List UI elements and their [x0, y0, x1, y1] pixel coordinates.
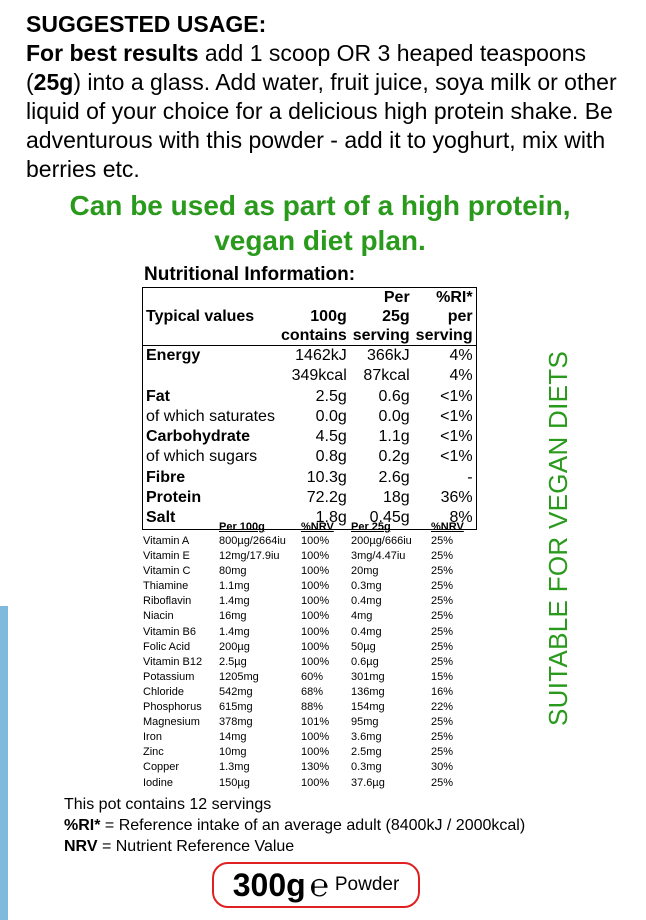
vitamin-row	[143, 594, 471, 609]
vitamin-cell-nrv2: 22%	[431, 701, 454, 714]
vitamin-cell-nrv2: 15%	[431, 670, 454, 683]
vitamin-cell-nrv2: 25%	[431, 776, 454, 789]
vitamin-cell-per25: 0.4mg	[351, 595, 382, 608]
vitamin-cell-nrv1: 100%	[301, 776, 330, 789]
nutrition-cell-per100: 2.5g	[315, 387, 347, 405]
vitamin-cell-per25: 0.6µg	[351, 655, 379, 668]
ri-note	[64, 815, 525, 836]
header-per25-line2: serving	[350, 326, 413, 346]
nutrition-cell-name: Protein	[146, 489, 202, 507]
vitamin-cell-per25: 37.6µg	[351, 776, 385, 789]
nutrition-cell-per25: 1.1g	[378, 428, 410, 446]
vitamin-cell-nrv2: 25%	[431, 550, 454, 563]
vitamin-cell-per100: 1.4mg	[219, 625, 250, 638]
vitamin-cell-name: Vitamin C	[143, 565, 191, 578]
nutrition-cell-per100: 10.3g	[306, 468, 347, 486]
vitamin-cell-per25: 136mg	[351, 685, 385, 698]
usage-best-results: For best results	[26, 40, 199, 66]
vitamin-cell-nrv1: 130%	[301, 761, 330, 774]
nutrition-row	[143, 346, 477, 367]
nutrition-cell-ri: 4%	[449, 347, 473, 364]
nutrition-cell-per25: 2.6g	[378, 468, 410, 486]
usage-heading: SUGGESTED USAGE:	[26, 11, 267, 37]
nutrition-cell-name	[143, 366, 278, 386]
vitamin-cell-per100: 615mg	[219, 701, 253, 714]
vitamin-cell-per25: 0.4mg	[351, 625, 382, 638]
nutrition-cell-per100: 349kcal	[291, 367, 347, 385]
vitamin-cell-name: Chloride	[143, 685, 184, 698]
vitamin-cell-nrv2: 30%	[431, 761, 454, 774]
nutrition-row	[143, 407, 477, 427]
vitamin-cell-nrv1: 68%	[301, 685, 324, 698]
nutrition-row	[143, 447, 477, 467]
vitamin-row	[143, 670, 471, 685]
footer-notes	[64, 794, 525, 857]
vitamin-cell-per25: 3mg/4.47iu	[351, 550, 406, 563]
servings-note: This pot contains 12 servings	[64, 796, 272, 813]
vitamin-cell-nrv1: 100%	[301, 550, 330, 563]
vitamin-cell-name: Copper	[143, 761, 180, 774]
vitamin-row	[143, 700, 471, 715]
weight-value: 300g	[232, 866, 306, 903]
vitamin-cell-nrv1: 100%	[301, 565, 330, 578]
vitamin-cell-per100: 12mg/17.9iu	[219, 550, 280, 563]
vitamin-cell-nrv2: 25%	[431, 640, 454, 653]
nutrition-cell-per25: 0.2g	[378, 448, 410, 466]
left-edge-strip	[0, 606, 8, 920]
vitamins-header-per25: Per 25g	[351, 521, 391, 533]
nutrition-cell-ri: 36%	[440, 489, 473, 507]
vitamin-cell-nrv2: 25%	[431, 535, 454, 547]
nutrition-cell-name: Fat	[146, 387, 170, 405]
vitamin-cell-per25: 0.3mg	[351, 761, 382, 774]
vitamin-cell-nrv2: 25%	[431, 625, 454, 638]
ri-text: = Reference intake of an average adult (8400kJ / 2000kcal)	[100, 817, 526, 834]
header-typical-values: Typical values	[146, 308, 255, 325]
vitamin-cell-name: Thiamine	[143, 580, 189, 593]
vitamin-cell-nrv2: 25%	[431, 655, 454, 668]
nutrition-cell-ri: <1%	[440, 387, 473, 405]
vitamin-cell-name: Phosphorus	[143, 701, 202, 714]
nutrition-title: Nutritional Information:	[144, 264, 356, 285]
nutrition-cell-per25: 0.6g	[378, 387, 410, 405]
vitamin-cell-name: Iron	[143, 731, 162, 744]
vitamin-cell-nrv1: 88%	[301, 701, 324, 714]
header-per100-line2: contains	[278, 326, 350, 346]
nutrition-cell-name: Salt	[146, 509, 176, 527]
nutrition-cell-ri: <1%	[440, 428, 473, 446]
nrv-text: = Nutrient Reference Value	[97, 838, 295, 855]
vitamin-row	[143, 534, 471, 549]
header-per25-line1: Per 25g	[382, 289, 410, 325]
usage-text	[26, 39, 626, 184]
vitamin-cell-per100: 1205mg	[219, 670, 259, 683]
vitamin-cell-nrv1: 100%	[301, 595, 330, 608]
nutrition-cell-ri: <1%	[440, 407, 473, 425]
nutrition-cell-per25: 18g	[382, 489, 410, 507]
vitamin-cell-per100: 2.5µg	[219, 655, 247, 668]
nutrition-cell-per100: 1.8g	[315, 509, 347, 527]
product-form: Powder	[334, 874, 400, 895]
ri-label: %RI*	[64, 817, 101, 834]
nutrition-cell-ri: -	[467, 468, 473, 486]
vitamin-row	[143, 760, 471, 775]
nutrition-cell-per100: 0.0g	[315, 407, 347, 425]
vitamin-cell-per25: 154mg	[351, 701, 385, 714]
nutrition-cell-name: Fibre	[146, 468, 186, 486]
usage-amount: 25g	[33, 69, 74, 95]
vitamin-cell-name: Iodine	[143, 776, 173, 789]
header-per100-line1: 100g	[310, 308, 347, 325]
nutrition-row	[143, 387, 477, 407]
nutrition-cell-name: Energy	[146, 347, 201, 364]
vitamin-cell-per100: 14mg	[219, 731, 247, 744]
nutrition-cell-per25: 0.45g	[369, 509, 410, 527]
vitamin-cell-nrv2: 25%	[431, 595, 454, 608]
vitamin-cell-per100: 800µg/2664iu	[219, 535, 286, 547]
vitamin-cell-per100: 16mg	[219, 610, 247, 623]
vitamin-row	[143, 745, 471, 760]
nutrition-row	[143, 468, 477, 488]
vitamin-cell-name: Folic Acid	[143, 640, 191, 653]
vitamin-cell-nrv2: 25%	[431, 746, 454, 759]
vitamin-cell-per25: 0.3mg	[351, 580, 382, 593]
vitamin-cell-nrv2: 25%	[431, 580, 454, 593]
nutrition-table	[142, 287, 477, 530]
vitamin-cell-name: Zinc	[143, 746, 164, 759]
nutrition-row	[143, 427, 477, 447]
vitamin-row	[143, 655, 471, 670]
vitamin-row	[143, 776, 471, 791]
header-ri-line2: serving	[413, 326, 476, 346]
nutrition-cell-per100: 4.5g	[315, 428, 347, 446]
weight-badge	[212, 862, 420, 908]
nutrition-cell-per25: 366kJ	[366, 347, 410, 364]
nutrition-cell-ri: 8%	[449, 509, 473, 527]
vitamin-cell-name: Niacin	[143, 610, 174, 623]
vitamin-cell-per100: 542mg	[219, 685, 253, 698]
vitamin-cell-per100: 1.3mg	[219, 761, 250, 774]
vitamin-cell-name: Potassium	[143, 670, 195, 683]
nutrition-cell-ri: 4%	[449, 367, 473, 385]
nrv-label: NRV	[64, 838, 98, 855]
vitamin-cell-name: Vitamin B12	[143, 655, 203, 668]
nutrition-cell-ri: <1%	[440, 448, 473, 466]
vitamin-cell-per100: 1.1mg	[219, 580, 250, 593]
nutrition-cell-name: of which sugars	[146, 448, 258, 466]
vitamin-cell-per25: 200µg/666iu	[351, 535, 412, 547]
vitamin-row	[143, 564, 471, 579]
vitamin-cell-nrv2: 25%	[431, 565, 454, 578]
vitamin-row	[143, 549, 471, 564]
vitamin-cell-nrv1: 100%	[301, 746, 330, 759]
vitamin-cell-nrv2: 25%	[431, 716, 454, 729]
vegan-label: SUITABLE FOR VEGAN DIETS	[543, 350, 573, 726]
vitamin-cell-nrv1: 100%	[301, 535, 330, 547]
vitamin-cell-nrv1: 101%	[301, 716, 330, 729]
nutrition-row	[143, 488, 477, 508]
vitamin-cell-nrv1: 100%	[301, 640, 330, 653]
vitamin-cell-name: Vitamin B6	[143, 625, 196, 638]
vitamin-cell-nrv1: 100%	[301, 580, 330, 593]
nutrition-cell-name: Carbohydrate	[146, 428, 251, 446]
tagline: Can be used as part of a high protein, vegan diet plan.	[69, 190, 571, 256]
vitamins-header-nrv2: %NRV	[431, 521, 464, 533]
vitamin-cell-per100: 80mg	[219, 565, 247, 578]
vitamin-cell-nrv1: 60%	[301, 670, 324, 683]
vitamin-cell-name: Vitamin E	[143, 550, 190, 563]
vitamin-row	[143, 579, 471, 594]
vitamin-row	[143, 609, 471, 624]
vitamin-cell-per25: 2.5mg	[351, 746, 382, 759]
vitamins-header-per100: Per 100g	[219, 521, 265, 533]
vitamin-row	[143, 625, 471, 640]
usage-text-part2: ) into a glass. Add water, fruit juice, soya milk or other liquid of your choice for a delicious high protein shake. Be adventurous with this powder - add it to yoghurt, mix with berries etc.	[26, 69, 617, 182]
vitamin-cell-per100: 378mg	[219, 716, 253, 729]
vitamin-cell-per100: 150µg	[219, 776, 250, 789]
vitamin-cell-name: Riboflavin	[143, 595, 192, 608]
vitamin-cell-name: Vitamin A	[143, 535, 190, 547]
vitamin-cell-name: Magnesium	[143, 716, 200, 729]
nutrition-row	[143, 366, 477, 386]
vitamin-row	[143, 685, 471, 700]
nutrition-cell-per25: 87kcal	[363, 367, 410, 385]
nutrition-cell-per25: 0.0g	[378, 407, 410, 425]
vitamin-cell-per100: 1.4mg	[219, 595, 250, 608]
vitamin-cell-per100: 10mg	[219, 746, 247, 759]
vitamin-cell-nrv1: 100%	[301, 610, 330, 623]
vitamin-cell-per25: 50µg	[351, 640, 376, 653]
vitamin-cell-nrv2: 25%	[431, 610, 454, 623]
estimated-e-icon: ℮	[309, 866, 329, 903]
vitamin-cell-per25: 3.6mg	[351, 731, 382, 744]
usage-section	[26, 10, 626, 184]
vitamin-cell-nrv2: 16%	[431, 685, 454, 698]
vitamin-row	[143, 715, 471, 730]
nutrition-cell-per100: 1462kJ	[295, 347, 347, 364]
usage-text-part1: add 1 scoop OR 3 heaped teaspoons (	[26, 40, 586, 95]
vitamin-row	[143, 730, 471, 745]
vitamin-cell-per100: 200µg	[219, 640, 250, 653]
vitamin-row	[143, 640, 471, 655]
nutrition-cell-per100: 72.2g	[306, 489, 347, 507]
vitamin-cell-nrv1: 100%	[301, 655, 330, 668]
vitamin-cell-per25: 301mg	[351, 670, 385, 683]
vitamin-cell-per25: 20mg	[351, 565, 379, 578]
vitamin-cell-per25: 95mg	[351, 716, 379, 729]
vitamin-cell-nrv2: 25%	[431, 731, 454, 744]
vitamin-cell-nrv1: 100%	[301, 625, 330, 638]
header-ri-line1: %RI* per	[436, 289, 473, 325]
vitamins-table	[143, 520, 471, 791]
nutrition-cell-name: of which saturates	[146, 407, 275, 425]
vitamins-header-nrv1: %NRV	[301, 521, 334, 533]
vitamin-cell-nrv1: 100%	[301, 731, 330, 744]
vitamin-cell-per25: 4mg	[351, 610, 373, 623]
nrv-note	[64, 836, 525, 857]
nutrition-cell-per100: 0.8g	[315, 448, 347, 466]
